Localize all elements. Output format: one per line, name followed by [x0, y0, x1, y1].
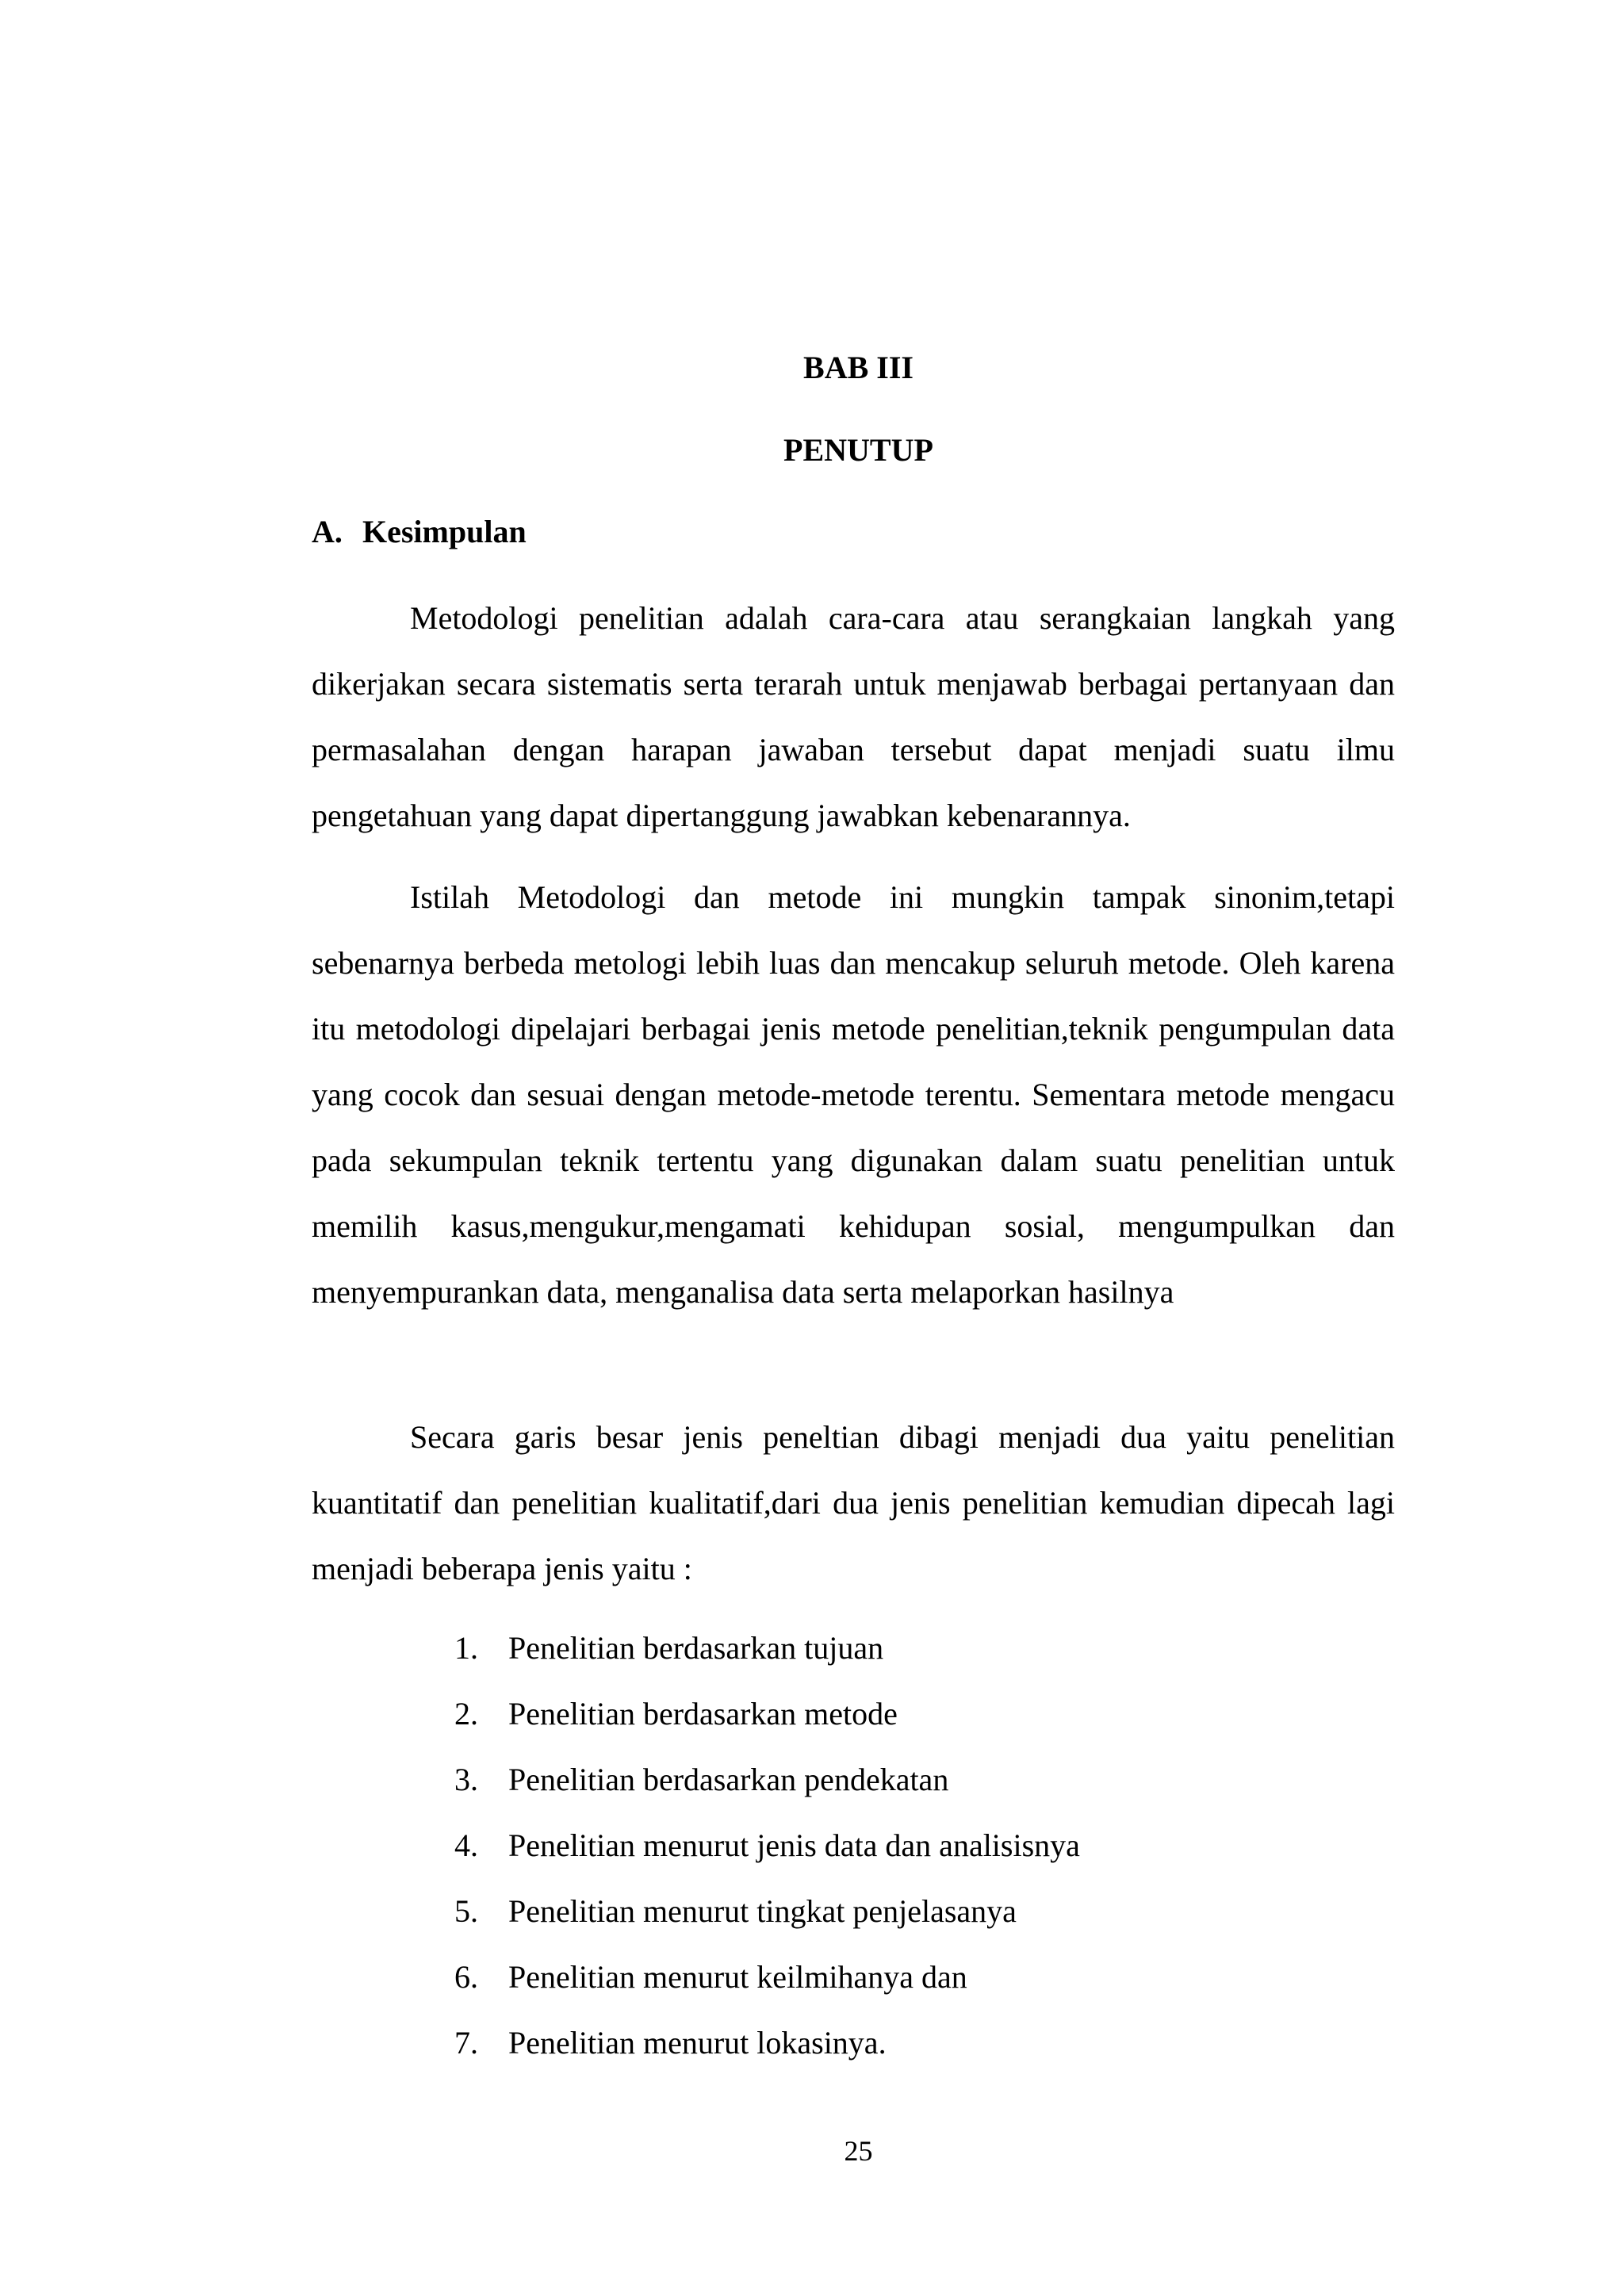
list-item: [454, 2010, 1080, 2076]
list-item-text: Penelitian berdasarkan tujuan: [508, 1630, 884, 1666]
list-item: [454, 1615, 1080, 1681]
paragraph-3: Secara garis besar jenis peneltian dibagi menjadi dua yaitu penelitian kuantitatif dan penelitian kualitatif,dari dua jenis penelitian kemudian dipecah lagi menjadi beberapa jenis yaitu :: [312, 1419, 1395, 1586]
list-item-text: Penelitian menurut jenis data dan analisisnya: [508, 1827, 1080, 1863]
list-item-text: Penelitian menurut lokasinya.: [508, 2025, 887, 2061]
section-heading-text: Kesimpulan: [362, 514, 527, 549]
paragraph-1: Metodologi penelitian adalah cara-cara atau serangkaian langkah yang dikerjakan secara sistematis serta terarah untuk menjawab berbagai pertanyaan dan permasalahan dengan harapan jawaban tersebut dapat menjadi suatu ilmu pengetahuan yang dapat dipertanggung jawabkan kebenarannya.: [312, 600, 1395, 833]
chapter-subtitle: PENUTUP: [783, 432, 933, 468]
chapter-title: BAB III: [803, 350, 914, 385]
list-item-number: 5.: [454, 1893, 478, 1929]
section-heading: [312, 508, 527, 556]
list-item: [454, 1812, 1080, 1878]
list-item: [454, 1681, 1080, 1747]
list-item-text: Penelitian berdasarkan pendekatan: [508, 1762, 949, 1797]
list-item-number: 3.: [454, 1762, 478, 1797]
paragraph-2: Istilah Metodologi dan metode ini mungkin tampak sinonim,tetapi sebenarnya berbeda metologi lebih luas dan mencakup seluruh metode. Oleh karena itu metodologi dipelajari berbagai jenis metode penelitian,teknik pengumpulan data yang cocok dan sesuai dengan metode-metode terentu. Sementara metode mengacu pada sekumpulan teknik tertentu yang digunakan dalam suatu penelitian untuk memilih kasus,mengukur,mengamati kehidupan sosial, mengumpulkan dan menyempurankan data, menganalisa data serta melaporkan hasilnya: [312, 879, 1395, 1310]
list-item-number: 1.: [454, 1630, 478, 1666]
list-item-number: 2.: [454, 1696, 478, 1732]
list-item: [454, 1878, 1080, 1944]
list-item-text: Penelitian menurut keilmihanya dan: [508, 1959, 967, 1995]
research-types-list: [454, 1615, 1080, 2076]
list-item: [454, 1747, 1080, 1812]
page-number: 25: [844, 2135, 873, 2167]
list-item-number: 4.: [454, 1827, 478, 1863]
list-item-number: 6.: [454, 1959, 478, 1995]
list-item: [454, 1944, 1080, 2010]
list-item-text: Penelitian berdasarkan metode: [508, 1696, 898, 1732]
list-item-text: Penelitian menurut tingkat penjelasanya: [508, 1893, 1017, 1929]
list-item-number: 7.: [454, 2025, 478, 2061]
section-letter: A.: [312, 514, 343, 549]
